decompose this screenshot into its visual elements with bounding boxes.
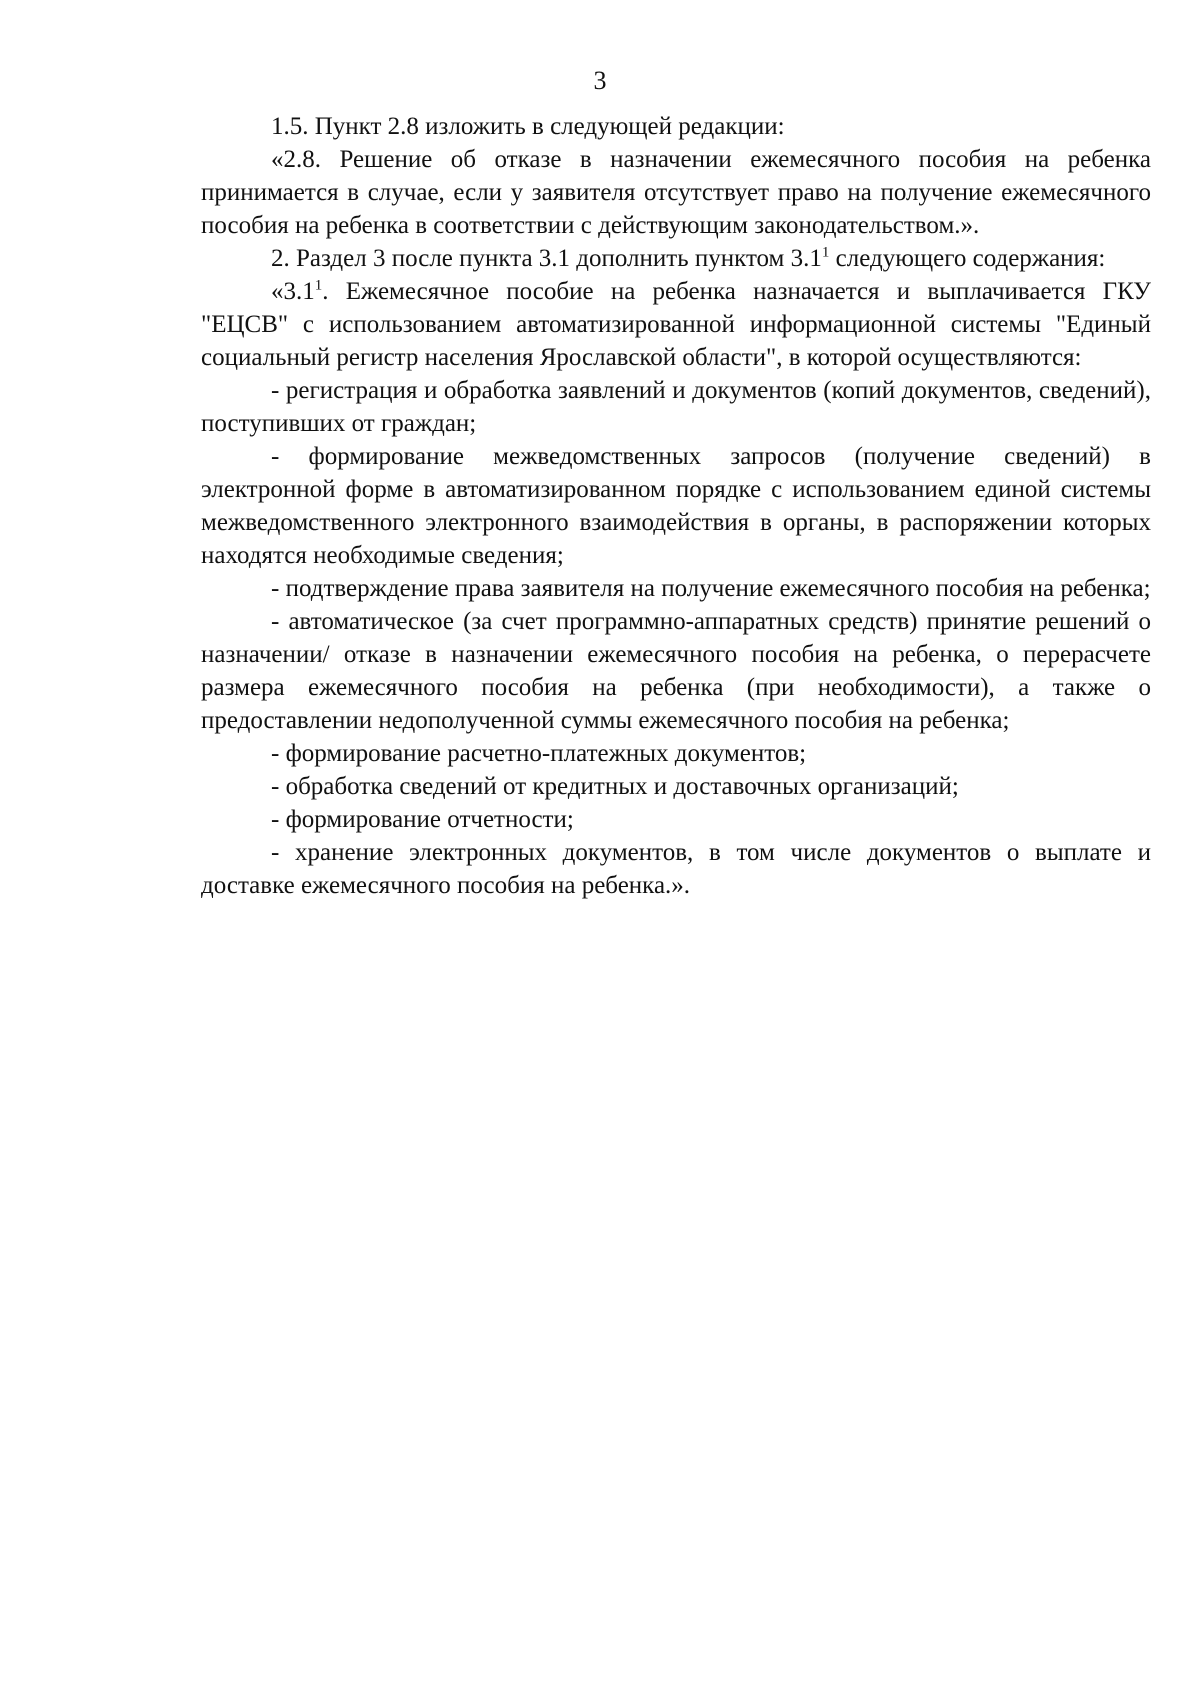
list-item-right-confirmation: - подтверждение права заявителя на получение ежемесячного пособия на ребенка; <box>271 575 1151 602</box>
paragraph-1-5: 1.5. Пункт 2.8 изложить в следующей редакции: <box>271 113 785 140</box>
list-item-credit-organizations: - обработка сведений от кредитных и доставочных организаций; <box>271 773 959 800</box>
list-item-automatic-decisions: - автоматическое (за счет программно-аппаратных средств) принятие решений о назначении/ отказе в назначении ежемесячного пособия на ребенка, о перерасчете размера ежемесячного пособия на ребенка (при необходимости), а также о предоставлении недополученной суммы ежемесячного пособия на ребенка; <box>201 608 1151 734</box>
paragraph-2-text-start: 2. Раздел 3 после пункта 3.1 дополнить пунктом 3.1 <box>271 245 822 272</box>
paragraph-3-1-1-quote <box>201 275 1151 374</box>
paragraph-3-1-1-text-start: «3.1 <box>271 278 315 305</box>
paragraph-2-section-3 <box>201 242 1151 275</box>
list-item-storage: - хранение электронных документов, в том числе документов о выплате и доставке ежемесячного пособия на ребенка.». <box>201 839 1151 899</box>
list-item-reporting: - формирование отчетности; <box>271 806 574 833</box>
superscript-1: 1 <box>821 244 830 261</box>
page-number: 3 <box>593 66 607 95</box>
paragraph-2-text-end: следующего содержания: <box>829 245 1106 272</box>
list-item-interagency-requests: - формирование межведомственных запросов (получение сведений) в электронной форме в автоматизированном порядке с использованием единой системы межведомственного электронного взаимодействия в органы, в распоряжении которых находятся необходимые сведения; <box>201 443 1151 569</box>
paragraph-2-8-quote: «2.8. Решение об отказе в назначении ежемесячного пособия на ребенка принимается в случае, если у заявителя отсутствует право на получение ежемесячного пособия на ребенка в соответствии с действующим законодательством.». <box>201 146 1151 239</box>
list-item-registration: - регистрация и обработка заявлений и документов (копий документов, сведений), поступивших от граждан; <box>201 377 1151 437</box>
paragraph-3-1-1-text-end: . Ежемесячное пособие на ребенка назначается и выплачивается ГКУ "ЕЦСВ" с использованием автоматизированной информационной системы "Единый социальный регистр населения Ярославской области", в которой осуществляются: <box>201 278 1151 371</box>
superscript-1: 1 <box>314 277 323 294</box>
document-body <box>201 110 1151 902</box>
list-item-payment-documents: - формирование расчетно-платежных документов; <box>271 740 807 767</box>
